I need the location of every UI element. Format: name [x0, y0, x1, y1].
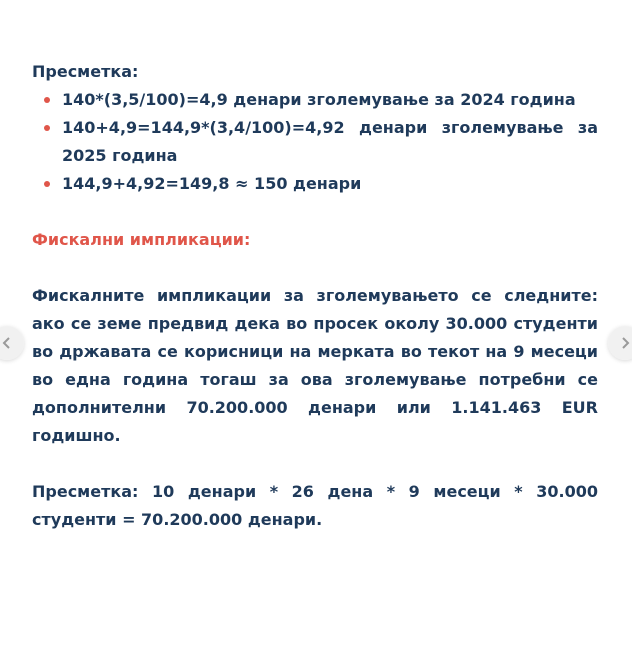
chevron-left-icon: [1, 337, 13, 349]
prev-slide-button[interactable]: [0, 326, 24, 360]
calculation-item-text: 140*(3,5/100)=4,9 денари зголемување за 2024 година: [62, 90, 576, 109]
fiscal-body: Фискалните импликации за зголемувањето се следните: ако се земе предвид дека во просек околу 30.000 студенти во државата се корисници на мерката во текот на 9 месеци во една година тогаш за ова зголемување потребни се дополнителни 70.200.000 денари или 1.141.463 EUR годишно.: [32, 286, 598, 445]
calculation-item-text: 140+4,9=144,9*(3,4/100)=4,92 денари зголемување за 2025 година: [62, 118, 598, 165]
list-item: [32, 170, 598, 198]
calculation-list: [32, 86, 598, 198]
bullet-icon: [44, 97, 50, 103]
calculation-title: Пресметка:: [32, 62, 139, 81]
fiscal-title: Фискални импликации:: [32, 230, 251, 249]
list-item: [32, 86, 598, 114]
list-item: [32, 114, 598, 170]
bullet-icon: [44, 181, 50, 187]
next-slide-button[interactable]: [608, 326, 632, 360]
fiscal-calculation: Пресметка: 10 денари * 26 дена * 9 месеци * 30.000 студенти = 70.200.000 денари.: [32, 482, 598, 529]
chevron-right-icon: [619, 337, 631, 349]
slide-content: [32, 58, 598, 534]
bullet-icon: [44, 125, 50, 131]
calculation-item-text: 144,9+4,92=149,8 ≈ 150 денари: [62, 174, 362, 193]
